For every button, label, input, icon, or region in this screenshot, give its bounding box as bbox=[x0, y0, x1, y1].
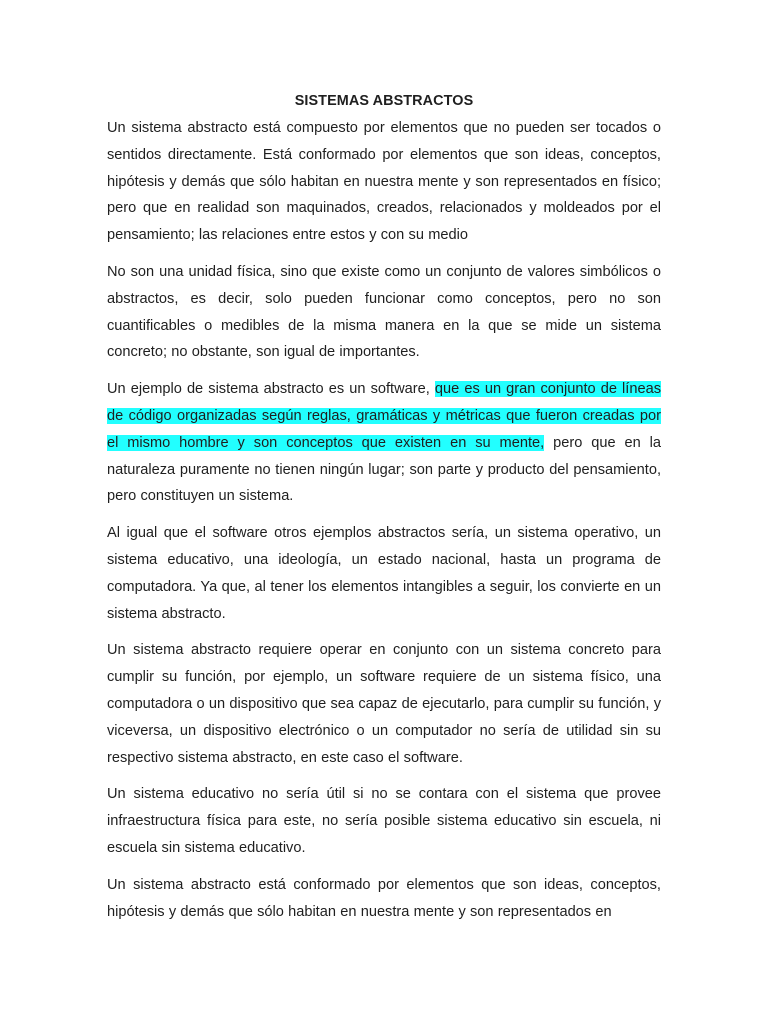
paragraph-4: Al igual que el software otros ejemplos abstractos sería, un sistema operativo, un sistema educativo, una ideología, un estado nacional, hasta un programa de computadora. Ya que, al tener los elementos intangibles a seguir, los convierte en un sistema abstracto. bbox=[107, 525, 661, 622]
paragraph-3-text-before: Un ejemplo de sistema abstracto es un software, bbox=[107, 381, 435, 398]
paragraph-1: Un sistema abstracto está compuesto por elementos que no pueden ser tocados o sentidos directamente. Está conformado por elementos que son ideas, conceptos, hipótesis y demás que sólo habitan en nuestra mente y son representados en físico; pero que en realidad son maquinados, creados, relacionados y moldeados por el pensamiento; las relaciones entre estos y con su medio bbox=[107, 120, 661, 244]
document-title: SISTEMAS ABSTRACTOS bbox=[294, 93, 474, 109]
paragraph-3-text-after: pero que en la naturaleza puramente no tienen ningún lugar; son parte y producto del pensamiento, pero constituyen un sistema. bbox=[107, 434, 662, 505]
highlighted-text: que es un gran conjunto de líneas de código organizadas según reglas, gramáticas y métricas que fueron creadas por el mismo hombre y son conceptos que existen en su mente, bbox=[107, 381, 661, 451]
paragraph-2: No son una unidad física, sino que existe como un conjunto de valores simbólicos o abstractos, es decir, solo pueden funcionar como conceptos, pero no son cuantificables o medibles de la misma manera en la que se mide un sistema concreto; no obstante, son igual de importantes. bbox=[107, 263, 661, 361]
paragraph-7: Un sistema abstracto está conformado por elementos que son ideas, conceptos, hipótesis y demás que sólo habitan en nuestra mente y son representados en bbox=[107, 876, 661, 920]
paragraph-5: Un sistema abstracto requiere operar en conjunto con un sistema concreto para cumplir su función, por ejemplo, un software requiere de un sistema físico, una computadora o un dispositivo que sea capaz de ejecutarlo, para cumplir su función, y viceversa, un dispositivo electrónico o un computador no sería de utilidad sin su respectivo sistema abstracto, en este caso el software. bbox=[107, 642, 661, 766]
paragraph-6: Un sistema educativo no sería útil si no se contara con el sistema que provee infraestructura física para este, no sería posible sistema educativo sin escuela, ni escuela sin sistema educativo. bbox=[107, 786, 661, 856]
paragraph-3 bbox=[107, 376, 661, 510]
document-page bbox=[107, 88, 661, 925]
